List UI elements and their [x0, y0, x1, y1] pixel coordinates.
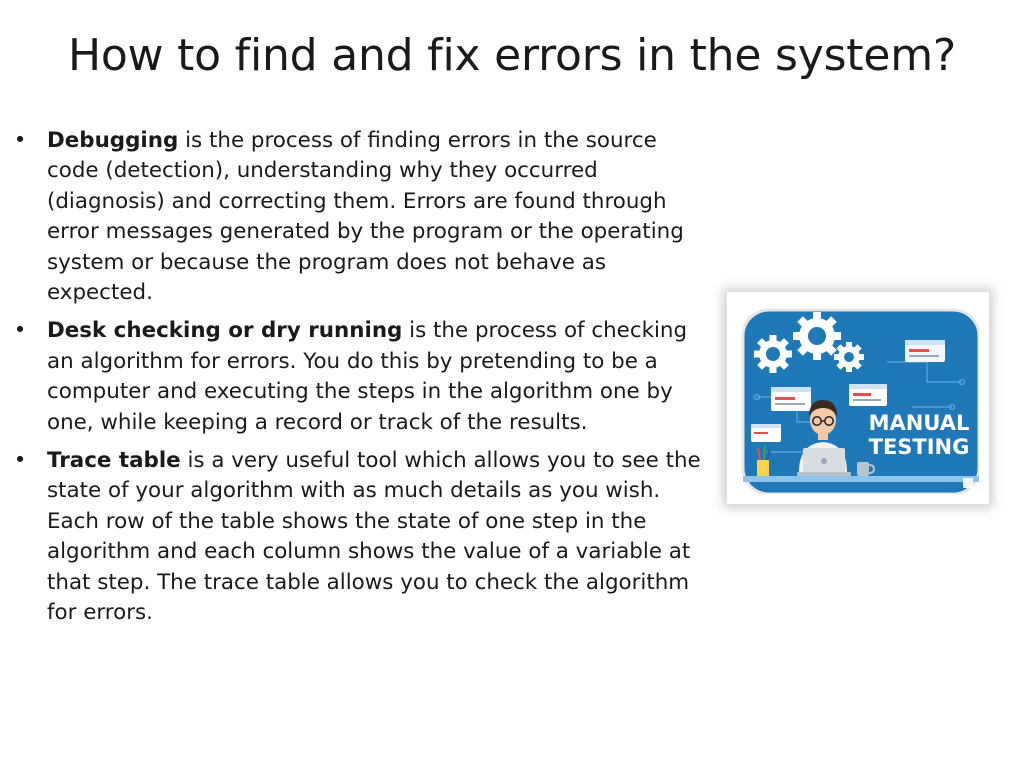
manual-testing-image-frame [727, 292, 989, 504]
bullet-dot: • [13, 128, 27, 153]
bullet-list [10, 126, 710, 637]
bullet-item-debugging [10, 126, 710, 308]
bullet-term: Trace table [47, 448, 181, 474]
manual-testing-image [737, 302, 979, 494]
bullet-term: Debugging [47, 128, 179, 153]
manual-testing-illustration [737, 302, 979, 494]
illustration-caption-line2: TESTING [868, 435, 970, 459]
slide-title: How to find and fix errors in the system? [67, 30, 957, 81]
bullet-term: Desk checking or dry running [47, 318, 403, 344]
bullet-text: is the process of checking an algorithm for errors. You do this by pretending to be a computer and executing the steps in the algorithm one by one, while keeping a record or track of the results. [47, 318, 688, 435]
bullet-text: is the process of finding errors in the source code (detection), understanding why they occurred (diagnosis) and correcting them. Errors are found through error messages generated by the program or the operating system or because the program does not behave as expected. [47, 128, 684, 306]
illustration-caption-line1: MANUAL [868, 411, 970, 435]
bullet-dot: • [13, 318, 27, 344]
bullet-item-desk-checking [10, 316, 710, 438]
bullet-text: is a very useful tool which allows you to see the state of your algorithm with as much details as you wish. Each row of the table shows the state of one step in the algorithm and each column shows the value of a variable at that step. The trace table allows you to check the algorithm for errors. [47, 448, 701, 626]
bullet-dot: • [13, 448, 27, 474]
bullet-item-trace-table [10, 446, 710, 628]
